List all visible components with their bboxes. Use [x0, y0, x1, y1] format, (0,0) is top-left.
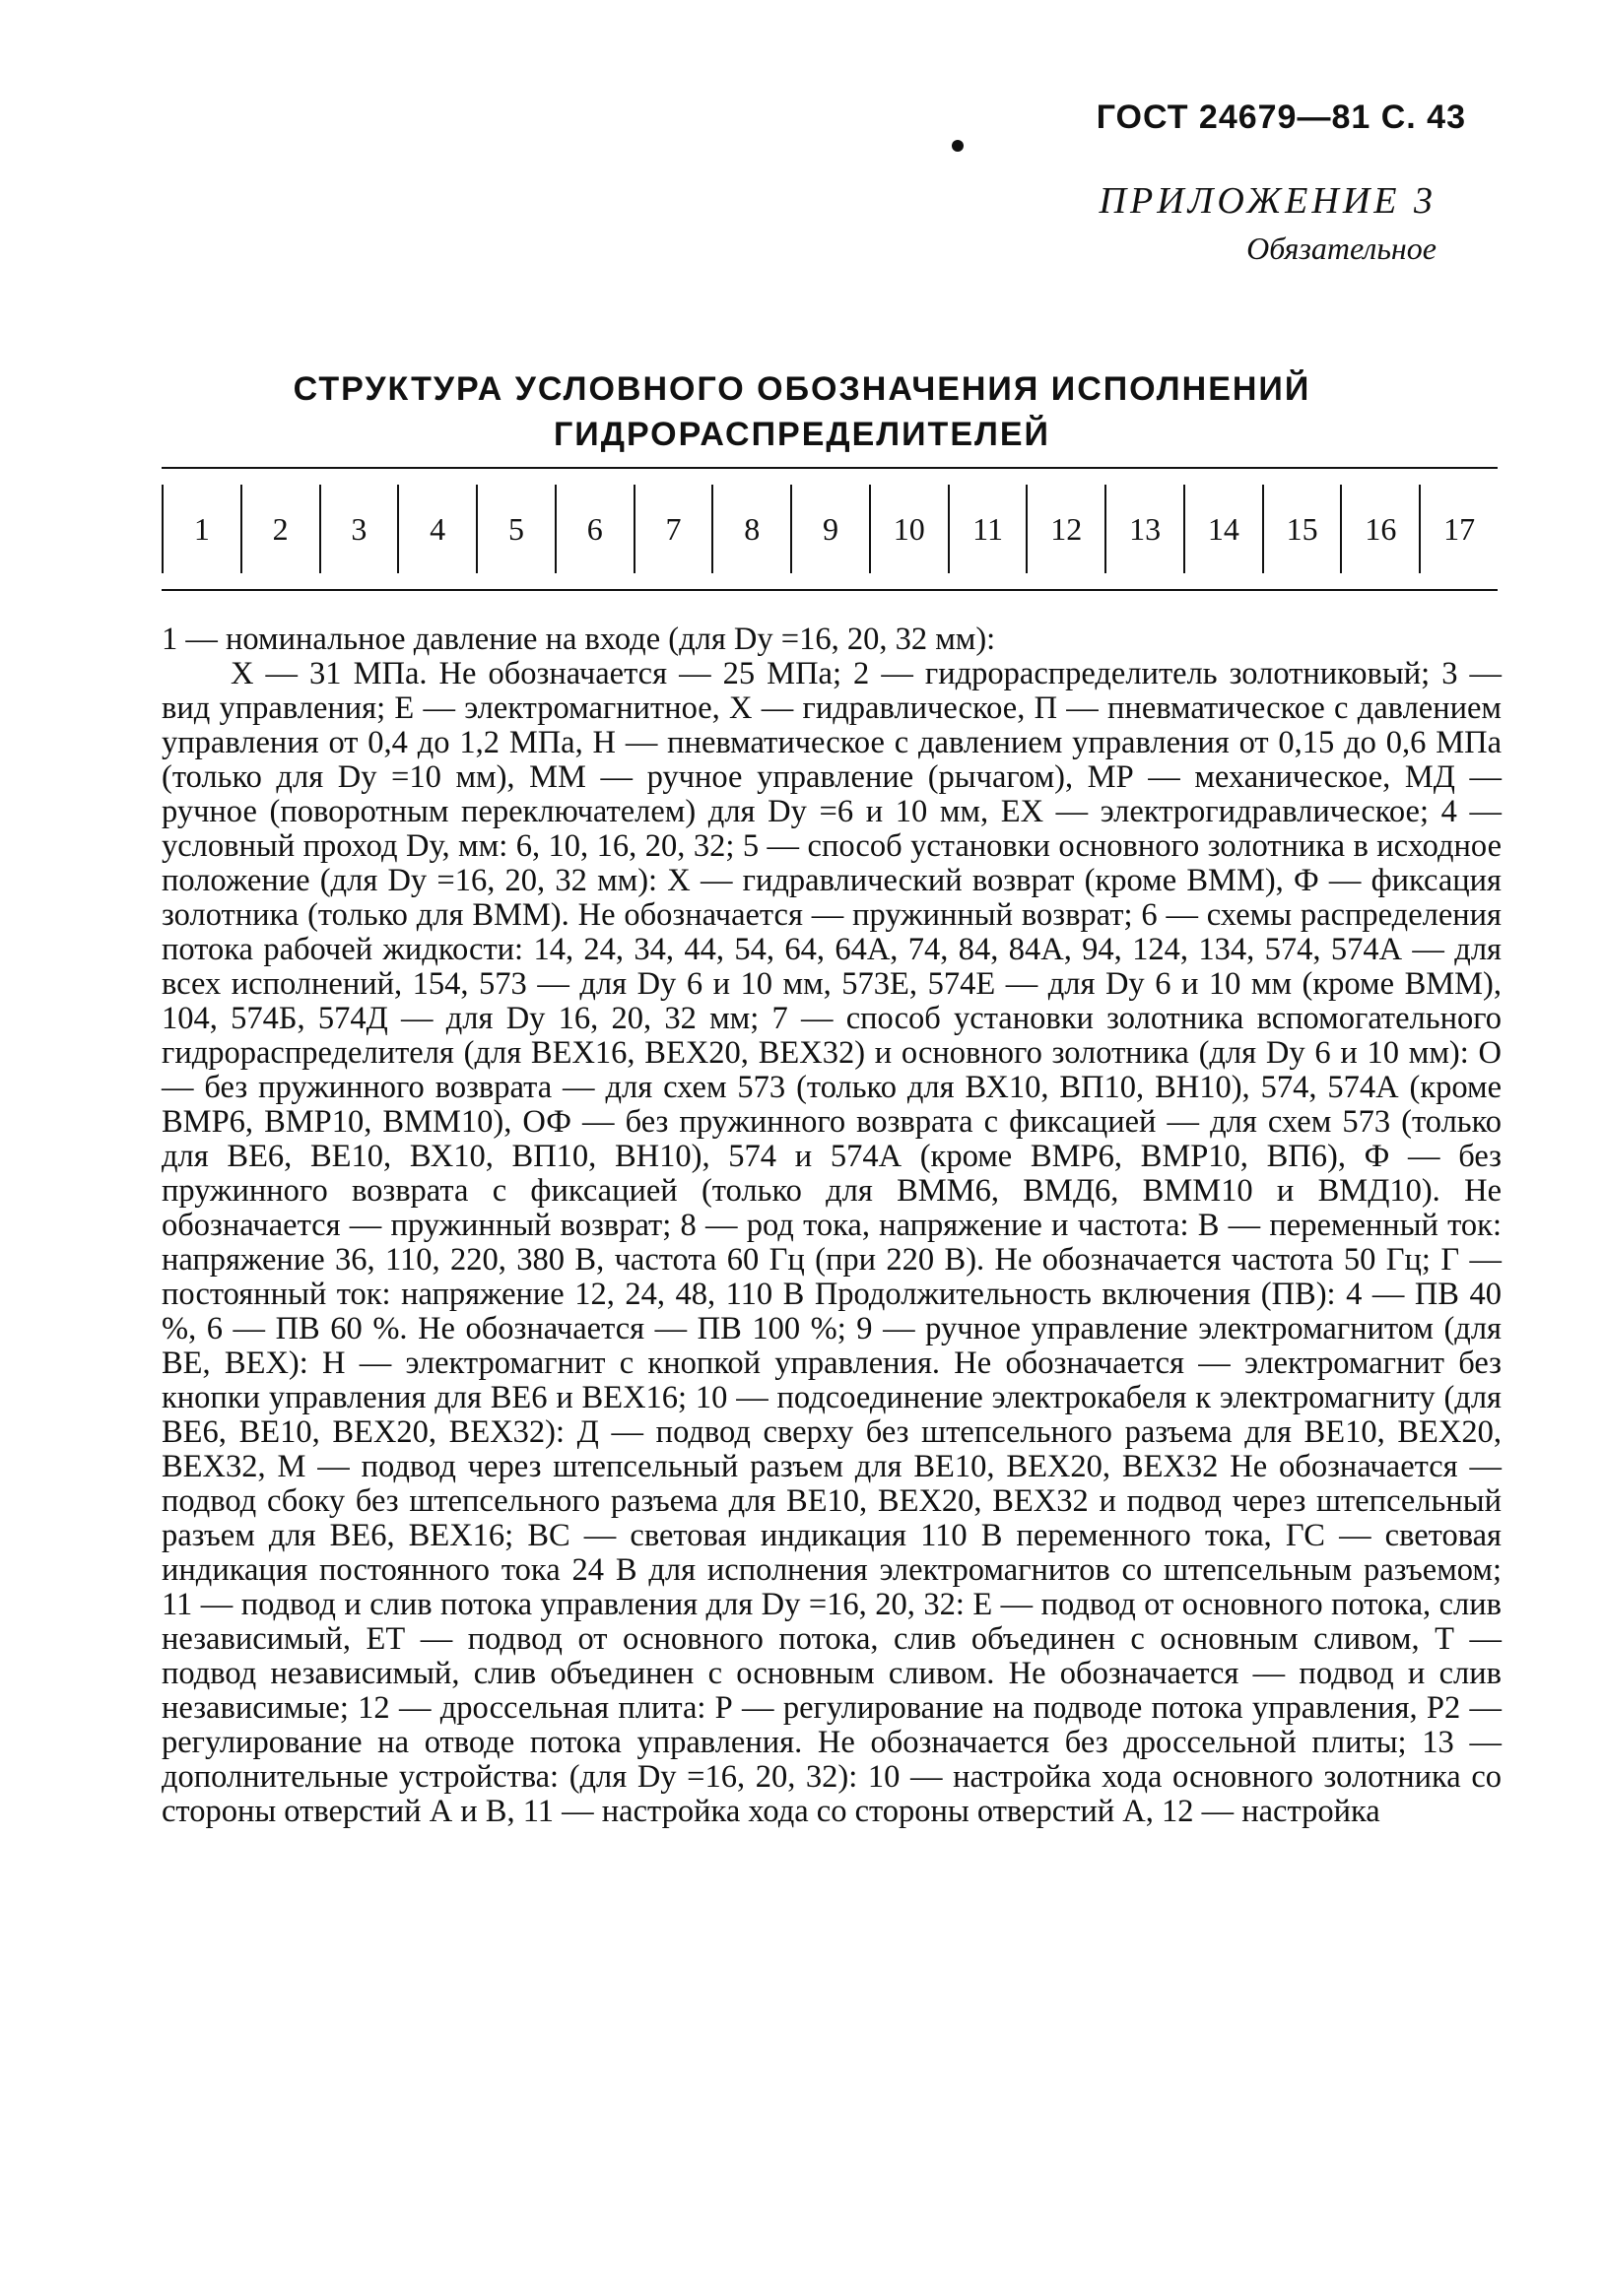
scheme-cell: 15 — [1262, 485, 1341, 573]
body-text — [162, 623, 1502, 1829]
scheme-cell: 17 — [1419, 485, 1498, 573]
scheme-cell: 12 — [1026, 485, 1104, 573]
scheme-cell: 16 — [1340, 485, 1419, 573]
page-title — [0, 366, 1604, 457]
scheme-cell: 1 — [162, 485, 240, 573]
designation-scheme — [162, 467, 1498, 591]
scheme-cell: 9 — [790, 485, 869, 573]
appendix-label: ПРИЛОЖЕНИЕ 3 — [1099, 180, 1437, 222]
scheme-cell: 7 — [634, 485, 712, 573]
scheme-cell: 13 — [1104, 485, 1183, 573]
decorative-dot — [952, 140, 964, 152]
scheme-cell: 6 — [555, 485, 634, 573]
scheme-cell: 8 — [711, 485, 790, 573]
scheme-cell: 10 — [869, 485, 948, 573]
scheme-cell: 3 — [319, 485, 398, 573]
scheme-cell: 11 — [948, 485, 1027, 573]
first-item-line: 1 — номинальное давление на входе (для Dу =16, 20, 32 мм): — [162, 622, 996, 657]
scheme-cells — [162, 485, 1498, 573]
scheme-cell: 14 — [1183, 485, 1262, 573]
title-line-1: СТРУКТУРА УСЛОВНОГО ОБОЗНАЧЕНИЯ ИСПОЛНЕНИЙ — [293, 370, 1311, 408]
standard-reference: ГОСТ 24679—81 С. 43 — [1096, 98, 1466, 136]
scheme-cell: 4 — [397, 485, 476, 573]
scheme-cell: 5 — [476, 485, 555, 573]
title-line-2: ГИДРОРАСПРЕДЕЛИТЕЛЕЙ — [554, 416, 1050, 453]
appendix-status: Обязательное — [1246, 230, 1437, 266]
main-paragraph: Х — 31 МПа. Не обозначается — 25 МПа; 2 — гидрораспределитель золотниковый; 3 — вид управления; Е — электромагнитное, Х — гидравлическое, П — пневматическое с давлением управления от 0,4 до 1,2 МПа, Н — пневматическое с давлением управления от 0,15 до 0,6 МПа (только для Dу =10 мм), ММ — ручное управление (рычагом), МР — механическое, МД — ручное (поворотным переключателем) для Dу =6 и 10 мм, ЕХ — электрогидравлическое; 4 — условный проход Dу, мм: 6, 10, 16, 20, 32; 5 — способ установки основного золотника в исходное положение (для Dу =16, 20, 32 мм): Х — гидравлический возврат (кроме ВММ), Ф — фиксация золотника (только для ВММ). Не обозначается — пружинный возврат; 6 — схемы распределения потока рабочей жидкости: 14, 24, 34, 44, 54, 64, 64А, 74, 84, 84А, 94, 124, 134, 574, 574А — для всех исполнений, 154, 573 — для Dу 6 и 10 мм, 573Е, 574Е — для Dу 6 и 10 мм (кроме ВММ), 104, 574Б, 574Д — для Dу 16, 20, 32 мм; 7 — способ установки золотника вспомогательного гидрораспределителя (для ВЕХ16, ВЕХ20, ВЕХ32) и основного золотника (для Dу 6 и 10 мм): О — без пружинного возврата — для схем 573 (только для ВХ10, ВП10, ВН10), 574, 574А (кроме ВМР6, ВМР10, ВММ10), ОФ — без пружинного возврата с фиксацией — для схем 573 (только для ВЕ6, ВЕ10, ВХ10, ВП10, ВН10), 574 и 574А (кроме ВМР6, ВМР10, ВП6), Ф — без пружинного возврата с фиксацией (только для ВММ6, ВМД6, ВММ10 и ВМД10). Не обозначается — пружинный возврат; 8 — род тока, напряжение и частота: В — переменный ток: напряжение 36, 110, 220, 380 В, частота 60 Гц (при 220 В). Не обозначается частота 50 Гц; Г — постоянный ток: напряжение 12, 24, 48, 110 В Продолжительность включения (ПВ): 4 — ПВ 40 %, 6 — ПВ 60 %. Не обозначается — ПВ 100 %; 9 — ручное управление электромагнитом (для ВЕ, ВЕХ): Н — электромагнит с кнопкой управления. Не обозначается — электромагнит без кнопки управления для ВЕ6 и ВЕХ16; 10 — подсоединение электрокабеля к электромагниту (для ВЕ6, ВЕ10, ВЕХ20, ВЕХ32): Д — подвод сверху без штепсельного разъема для ВЕ10, ВЕХ20, ВЕХ32, М — подвод через штепсельный разъем для ВЕ10, ВЕХ20, ВЕХ32 Не обозначается — подвод сбоку без штепсельного разъема для ВЕ10, ВЕХ20, ВЕХ32 и подвод через штепсельный разъем для ВЕ6, ВЕХ16; ВС — световая индикация 110 В переменного тока, ГС — световая индикация постоянного тока 24 В для исполнения электромагнитов со штепсельным разъемом; 11 — подвод и слив потока управления для Dу =16, 20, 32: Е — подвод от основного потока, слив независимый, ЕТ — подвод от основного потока, слив объединен с основным сливом, Т — подвод независимый, слив объединен с основным сливом. Не обозначается — подвод и слив независимые; 12 — дроссельная плита: Р — регулирование на подводе потока управления, Р2 — регулирование на отводе потока управления. Не обозначается без дроссельной плиты; 13 — дополнительные устройства: (для Dу =16, 20, 32): 10 — настройка хода основного золотника со стороны отверстий А и В, 11 — настройка хода со стороны отверстий А, 12 — настройка — [162, 656, 1502, 1829]
scheme-cell: 2 — [240, 485, 319, 573]
